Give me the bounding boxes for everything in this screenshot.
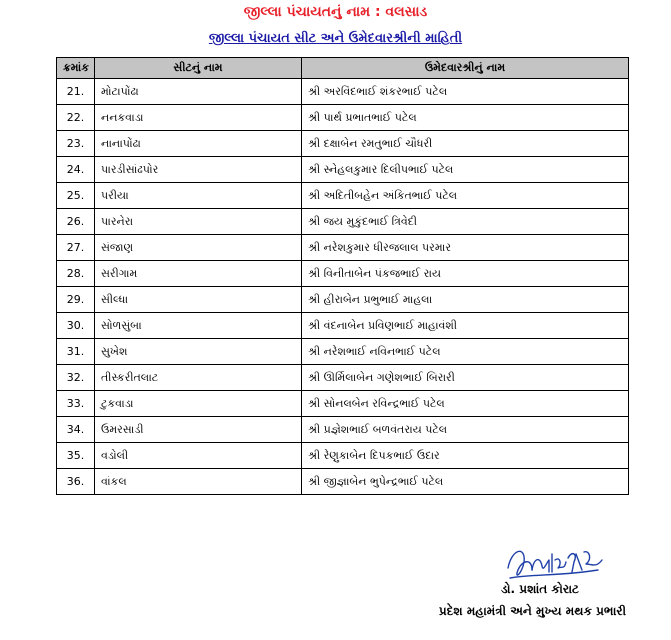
candidate-name: શ્રી નરેશભાઈ નવિનભાઈ પટેલ bbox=[302, 339, 629, 365]
serial-number: 22. bbox=[57, 105, 95, 131]
table-row bbox=[57, 287, 629, 313]
seat-name: તીસ્કરીતલાટ bbox=[95, 365, 302, 391]
table-row bbox=[57, 417, 629, 443]
seat-name: સીલ્ધા bbox=[95, 287, 302, 313]
table-row bbox=[57, 261, 629, 287]
seat-name: પરીયા bbox=[95, 183, 302, 209]
table-row bbox=[57, 209, 629, 235]
seat-name: સુખેશ bbox=[95, 339, 302, 365]
table-row bbox=[57, 131, 629, 157]
table-header-row bbox=[57, 58, 629, 79]
table-row bbox=[57, 391, 629, 417]
candidate-name: શ્રી નરેશકુમાર ધીરજલાલ પરમાર bbox=[302, 235, 629, 261]
serial-number: 31. bbox=[57, 339, 95, 365]
table-row bbox=[57, 339, 629, 365]
page-subtitle: જીલ્લા પંચાયત સીટ અને ઉમેદવારશ્રીની માહિતી bbox=[208, 31, 463, 46]
table-row bbox=[57, 443, 629, 469]
candidate-name: શ્રી સ્નેહલકુમાર દિલીપભાઈ પટેલ bbox=[302, 157, 629, 183]
candidate-name: શ્રી જીજ્ઞાબેન ભુપેન્દ્રભાઈ પટેલ bbox=[302, 469, 629, 495]
serial-number: 24. bbox=[57, 157, 95, 183]
candidate-name: શ્રી પ્રજ્ઞેશભાઈ બળવંતરાય પટેલ bbox=[302, 417, 629, 443]
serial-number: 29. bbox=[57, 287, 95, 313]
serial-number: 28. bbox=[57, 261, 95, 287]
column-header-seat: સીટનું નામ bbox=[95, 58, 302, 79]
table-row bbox=[57, 183, 629, 209]
serial-number: 26. bbox=[57, 209, 95, 235]
serial-number: 34. bbox=[57, 417, 95, 443]
table-row bbox=[57, 365, 629, 391]
candidate-name: શ્રી જય મુકુંદભાઈ ત્રિવેદી bbox=[302, 209, 629, 235]
seat-name: ઉમરસાડી bbox=[95, 417, 302, 443]
seat-name: સોળસુંબા bbox=[95, 313, 302, 339]
seat-name: નાનાપોંઢા bbox=[95, 131, 302, 157]
table-row bbox=[57, 105, 629, 131]
table-row bbox=[57, 235, 629, 261]
serial-number: 32. bbox=[57, 365, 95, 391]
candidate-name: શ્રી ઊર્મિલાબેન ગણેશભાઈ બિરારી bbox=[302, 365, 629, 391]
candidate-name: શ્રી હીરાબેન પ્રભુભાઈ માહલા bbox=[302, 287, 629, 313]
seat-name: પારનેરા bbox=[95, 209, 302, 235]
signatory-role: પ્રદેશ મહામંત્રી અને મુખ્ય મથક પ્રભારી bbox=[438, 604, 627, 618]
page-title: જીલ્લા પંચાયતનું નામ : વલસાડ bbox=[243, 4, 428, 20]
serial-number: 27. bbox=[57, 235, 95, 261]
serial-number: 33. bbox=[57, 391, 95, 417]
signatory-name: ડો. પ્રશાંત કોરાટ bbox=[500, 582, 580, 596]
serial-number: 35. bbox=[57, 443, 95, 469]
seat-name: નનકવાડા bbox=[95, 105, 302, 131]
candidate-name: શ્રી વિનીતાબેન પંકજભાઈ રાય bbox=[302, 261, 629, 287]
candidate-name: શ્રી વંદનાબેન પ્રવિણભાઈ માહાવંશી bbox=[302, 313, 629, 339]
candidate-name: શ્રી દક્ષાબેન રમતુભાઈ ચૌધરી bbox=[302, 131, 629, 157]
candidate-name: શ્રી અરવિંદભાઈ શંકરભાઈ પટેલ bbox=[302, 79, 629, 105]
seat-name: પારડીસાંઢપોર bbox=[95, 157, 302, 183]
candidate-name: શ્રી અદિતીબહેન અંકિતભાઈ પટેલ bbox=[302, 183, 629, 209]
seat-candidate-table bbox=[56, 57, 629, 495]
table-row bbox=[57, 157, 629, 183]
seat-name: મોટાપોંઢા bbox=[95, 79, 302, 105]
column-header-candidate: ઉમેદવારશ્રીનું નામ bbox=[302, 58, 629, 79]
candidate-name: શ્રી રેણુકાબેન દિપકભાઈ ઉદાર bbox=[302, 443, 629, 469]
candidate-name: શ્રી પાર્થ પ્રભાતભાઈ પટેલ bbox=[302, 105, 629, 131]
serial-number: 23. bbox=[57, 131, 95, 157]
serial-number: 36. bbox=[57, 469, 95, 495]
seat-name: ટુકવાડા bbox=[95, 391, 302, 417]
column-header-serial: ક્રમાંક bbox=[57, 58, 95, 79]
table-row bbox=[57, 79, 629, 105]
table-row bbox=[57, 313, 629, 339]
serial-number: 21. bbox=[57, 79, 95, 105]
table-row bbox=[57, 469, 629, 495]
seat-name: સરીગામ bbox=[95, 261, 302, 287]
seat-name: સંજાણ bbox=[95, 235, 302, 261]
seat-name: વડોલી bbox=[95, 443, 302, 469]
serial-number: 25. bbox=[57, 183, 95, 209]
candidate-name: શ્રી સોનલબેન રવિન્દ્રભાઈ પટેલ bbox=[302, 391, 629, 417]
serial-number: 30. bbox=[57, 313, 95, 339]
seat-name: વાંકલ bbox=[95, 469, 302, 495]
